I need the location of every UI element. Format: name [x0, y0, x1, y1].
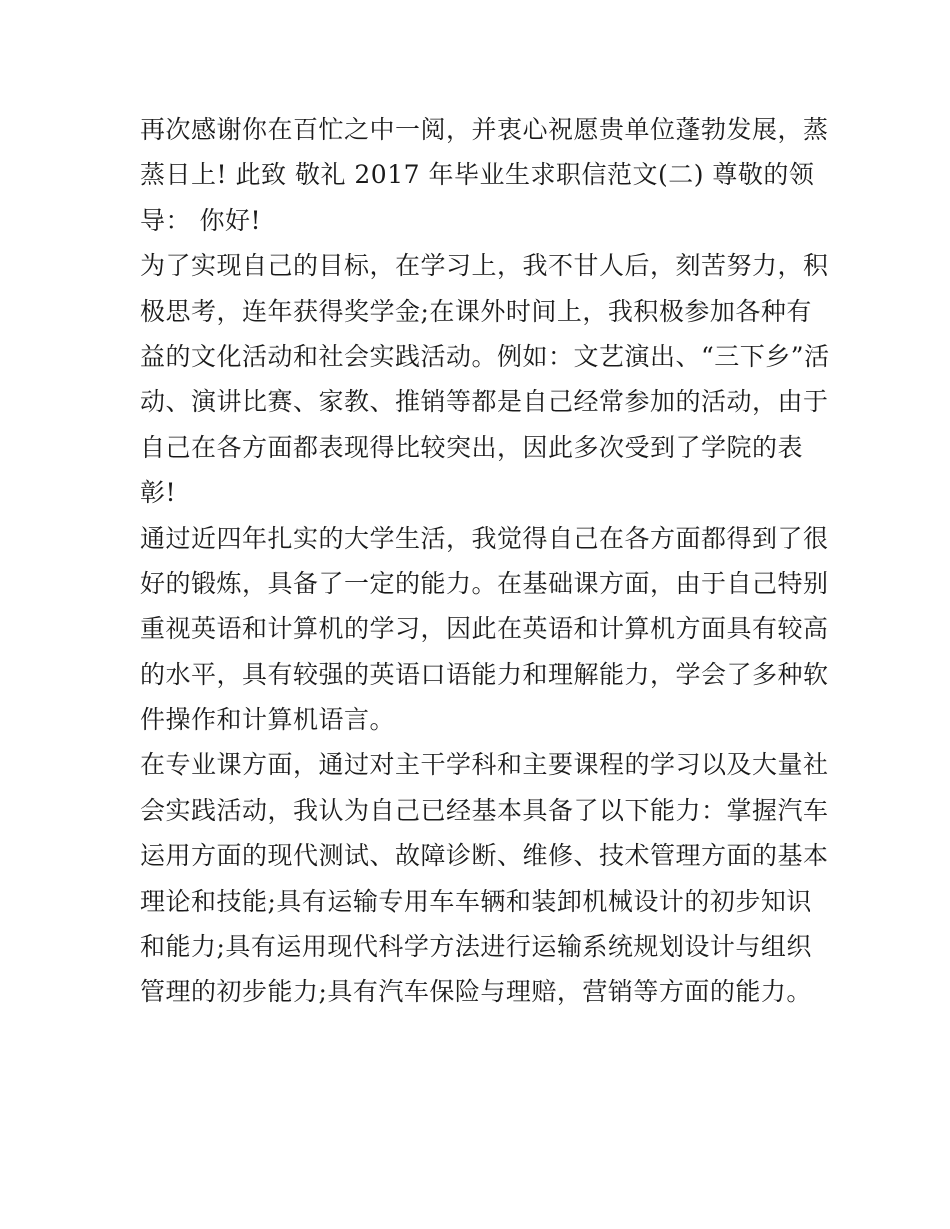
text-line: 会实践活动，我认为自己已经基本具备了以下能力：掌握汽车: [140, 795, 829, 825]
text-line: 极思考，连年获得奖学金;在课外时间上，我积极参加各种有: [140, 296, 812, 326]
text-line: 运用方面的现代测试、故障诊断、维修、技术管理方面的基本: [140, 841, 829, 871]
text-line: 件操作和计算机语言。: [140, 705, 396, 735]
text-line: 和能力;具有运用现代科学方法进行运输系统规划设计与组织: [140, 932, 812, 962]
text-line: 蒸日上! 此致 敬礼 2017 年毕业生求职信范文(二) 尊敬的领: [140, 160, 815, 190]
text-line: 彰!: [140, 478, 177, 508]
text-line: 益的文化活动和社会实践活动。例如：文艺演出、“三下乡”活: [140, 341, 830, 371]
text-line: 重视英语和计算机的学习，因此在英语和计算机方面具有较高: [140, 614, 829, 644]
text-line: 管理的初步能力;具有汽车保险与理赔，营销等方面的能力。: [140, 977, 812, 1007]
text-line: 的水平，具有较强的英语口语能力和理解能力，学会了多种软: [140, 659, 829, 689]
text-line: 为了实现自己的目标，在学习上，我不甘人后，刻苦努力，积: [140, 251, 829, 281]
document-body: [140, 107, 830, 1015]
text-line: 自己在各方面都表现得比较突出，因此多次受到了学院的表: [140, 432, 804, 462]
text-line: 再次感谢你在百忙之中一阅，并衷心祝愿贵单位蓬勃发展，蒸: [140, 115, 829, 144]
text-line: 导： 你好!: [140, 205, 261, 235]
text-line: 通过近四年扎实的大学生活，我觉得自己在各方面都得到了很: [140, 523, 829, 553]
text-line: 理论和技能;具有运输专用车车辆和装卸机械设计的初步知识: [140, 886, 812, 916]
text-line: 好的锻炼，具备了一定的能力。在基础课方面，由于自己特别: [140, 568, 829, 598]
text-line: 在专业课方面，通过对主干学科和主要课程的学习以及大量社: [140, 750, 829, 780]
text-line: 动、演讲比赛、家教、推销等都是自己经常参加的活动，由于: [140, 387, 829, 417]
